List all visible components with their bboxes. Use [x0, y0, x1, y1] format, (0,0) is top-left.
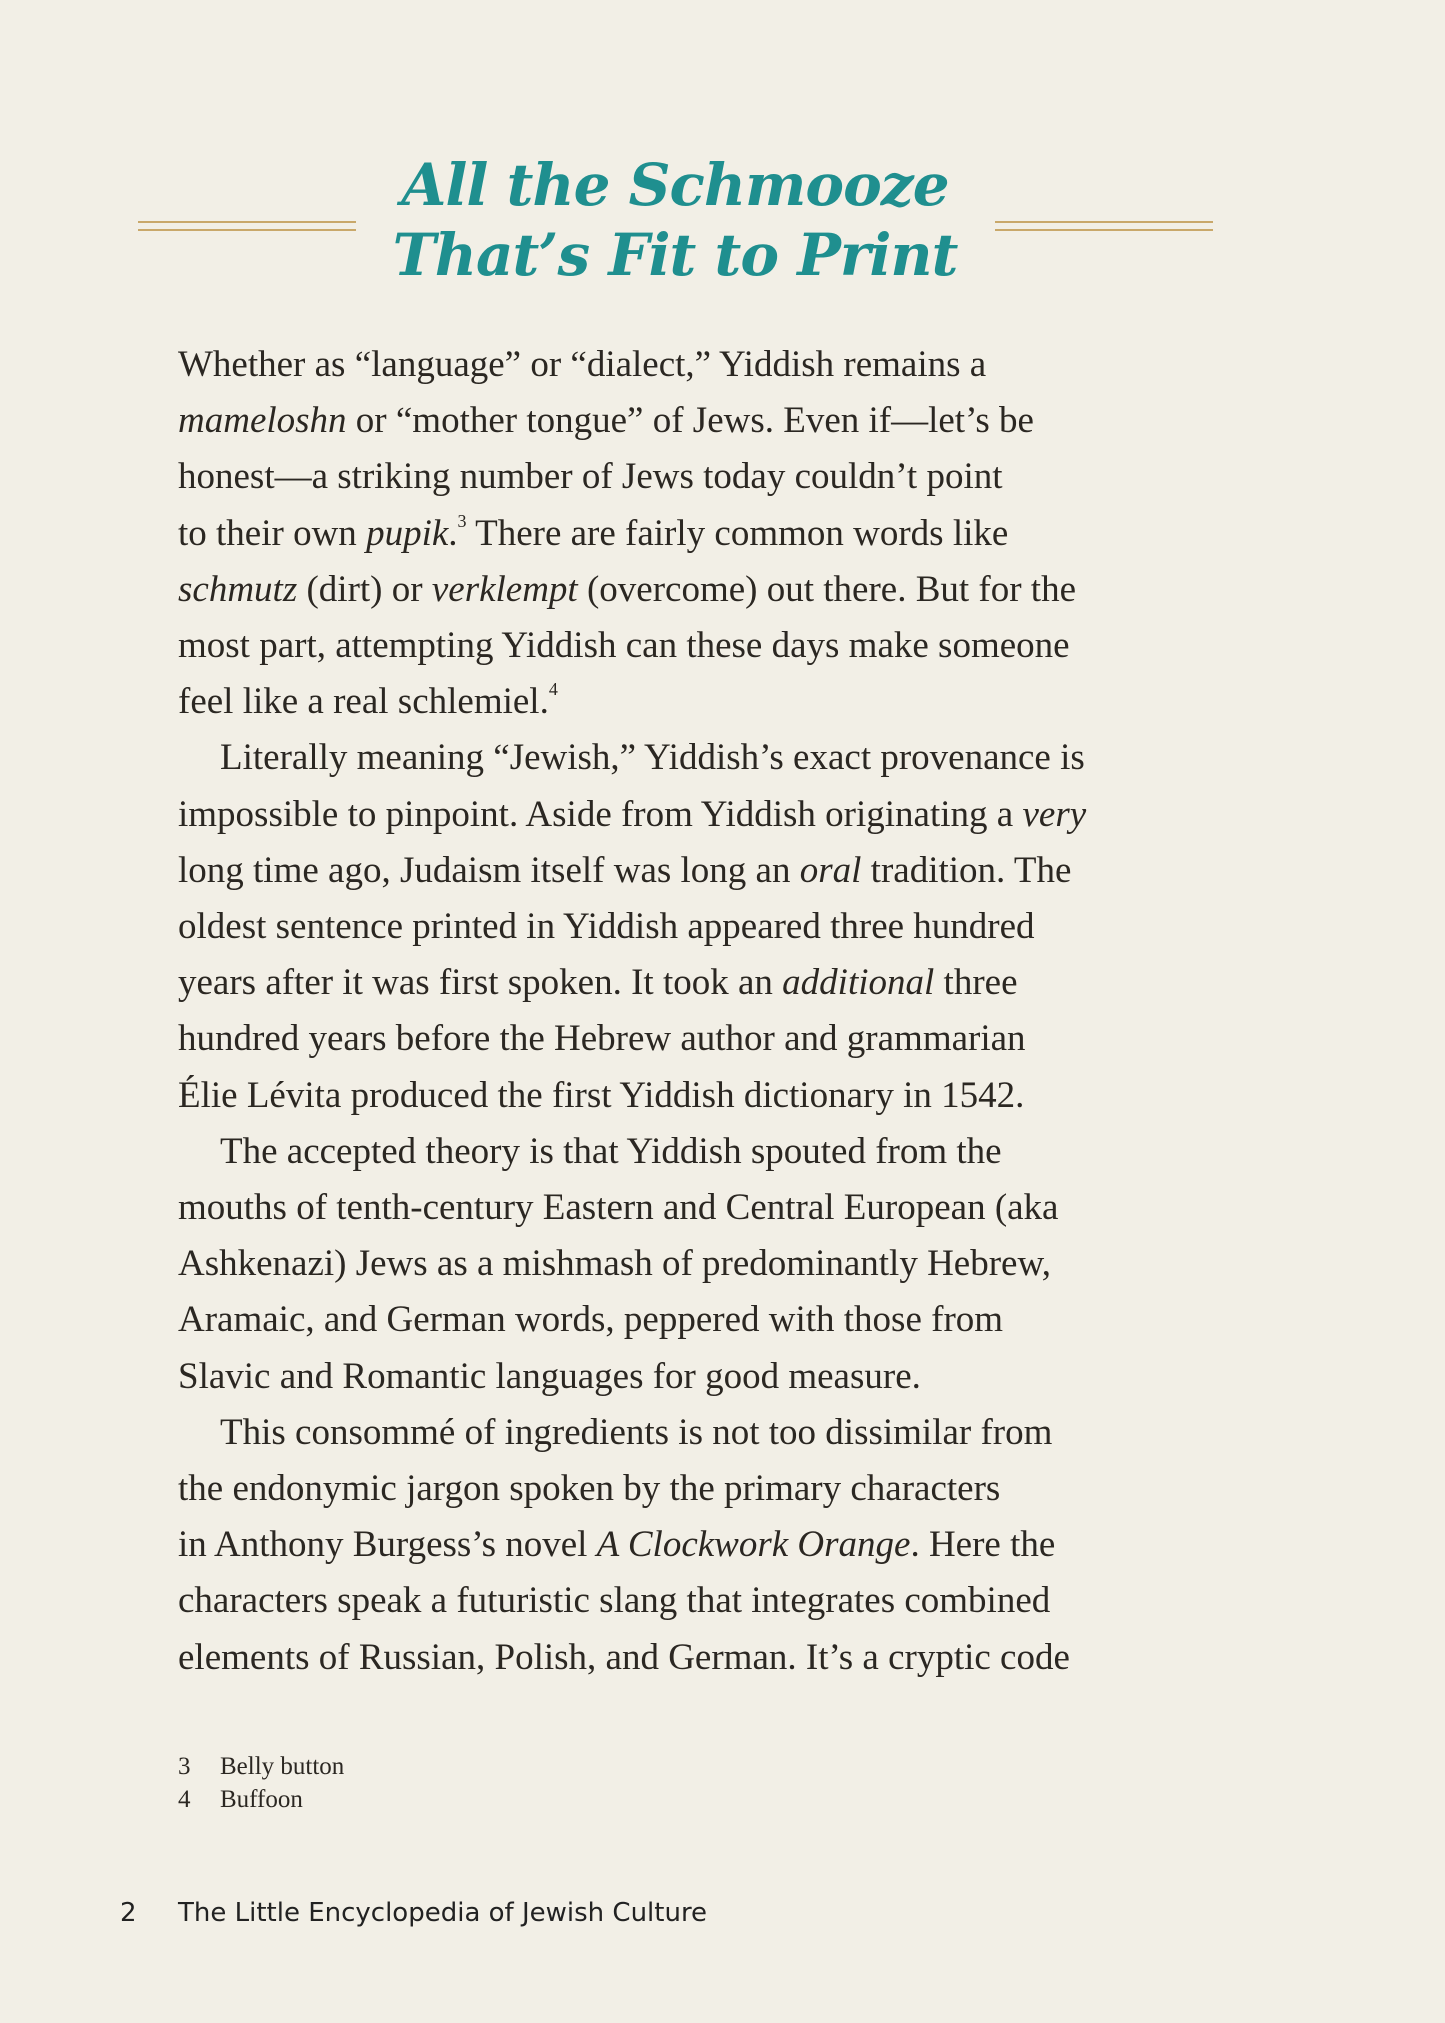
chapter-title-line-2: That’s Fit to Print — [392, 221, 958, 289]
text-line — [178, 674, 1178, 730]
body-text — [178, 337, 1178, 1686]
footnote-number: 3 — [178, 1753, 191, 1780]
text-run: elements of Russian, Polish, and German. It’s a cryptic code — [178, 1636, 1070, 1678]
italic-term: pupik — [366, 512, 449, 554]
footnote-number: 4 — [178, 1786, 191, 1813]
footnote-4 — [178, 1783, 344, 1816]
footnote-3 — [178, 1750, 344, 1783]
page-number: 2 — [120, 1898, 137, 1928]
italic-term: schmutz — [178, 568, 298, 610]
text-line — [178, 506, 1178, 562]
heading-rule-left — [138, 221, 356, 231]
text-run: or “mother tongue” of Jews. Even if—let’s be — [346, 400, 1034, 442]
chapter-heading — [0, 150, 1445, 310]
text-run: years after it was first spoken. It took an — [178, 962, 783, 1004]
text-line — [178, 1124, 1178, 1180]
paragraph-2 — [178, 730, 1178, 1123]
text-line — [178, 562, 1178, 618]
text-run: hundred years before the Hebrew author and grammarian — [178, 1018, 1026, 1060]
text-line — [178, 1180, 1178, 1236]
text-run: most part, attempting Yiddish can these days make someone — [178, 625, 1070, 667]
footnote-text: Buffoon — [220, 1786, 303, 1813]
page-footer — [120, 1898, 707, 1928]
heading-rule-right — [995, 221, 1213, 231]
footnote-ref-4: 4 — [548, 679, 558, 700]
text-line — [178, 1292, 1178, 1348]
text-run: oldest sentence printed in Yiddish appeared three hundred — [178, 906, 1035, 948]
text-run: characters speak a futuristic slang that integrates combined — [178, 1580, 1051, 1622]
chapter-title — [370, 150, 980, 290]
text-run: Aramaic, and German words, peppered with those from — [178, 1299, 1004, 1341]
text-run: The accepted theory is that Yiddish spouted from the — [220, 1130, 1002, 1172]
text-run: Slavic and Romantic languages for good measure. — [178, 1355, 921, 1397]
italic-book-title: A Clockwork Orange — [596, 1524, 911, 1566]
italic-term: very — [1022, 793, 1087, 835]
chapter-title-line-1: All the Schmooze — [401, 151, 949, 219]
text-line — [178, 1236, 1178, 1292]
text-line — [178, 1068, 1178, 1124]
footnote-text: Belly button — [220, 1753, 345, 1780]
text-line — [178, 1405, 1178, 1461]
text-run: . — [448, 512, 458, 554]
footnotes — [178, 1750, 344, 1816]
text-run: the endonymic jargon spoken by the primary characters — [178, 1468, 1001, 1510]
text-run: Ashkenazi) Jews as a mishmash of predominantly Hebrew, — [178, 1243, 1052, 1285]
text-run: long time ago, Judaism itself was long an — [178, 849, 800, 891]
text-line — [178, 1349, 1178, 1405]
text-run: Literally meaning “Jewish,” Yiddish’s exact provenance is — [220, 737, 1085, 779]
text-run: feel like a real schlemiel. — [178, 681, 549, 723]
text-run: impossible to pinpoint. Aside from Yiddish originating a — [178, 793, 1023, 835]
italic-term: verklempt — [431, 568, 578, 610]
text-line — [178, 1011, 1178, 1067]
text-run: tradition. The — [861, 849, 1072, 891]
text-run: mouths of tenth-century Eastern and Central European (aka — [178, 1187, 1059, 1229]
text-line — [178, 337, 1178, 393]
text-run: (dirt) or — [297, 568, 432, 610]
text-run: (overcome) out there. But for the — [577, 568, 1077, 610]
text-line — [178, 787, 1178, 843]
text-run: honest—a striking number of Jews today couldn’t point — [178, 456, 1003, 498]
italic-term: mameloshn — [178, 400, 347, 442]
text-line — [178, 730, 1178, 786]
text-run: three — [934, 962, 1018, 1004]
italic-term: additional — [782, 962, 935, 1004]
italic-term: oral — [799, 849, 862, 891]
text-run: Whether as “language” or “dialect,” Yiddish remains a — [178, 344, 987, 385]
text-line — [178, 955, 1178, 1011]
text-line — [178, 1517, 1178, 1573]
text-run: in Anthony Burgess’s novel — [178, 1524, 597, 1566]
text-line — [178, 843, 1178, 899]
paragraph-1 — [178, 337, 1178, 730]
text-line — [178, 899, 1178, 955]
text-run: . Here the — [910, 1524, 1056, 1566]
paragraph-4 — [178, 1405, 1178, 1686]
text-run: This consommé of ingredients is not too dissimilar from — [220, 1411, 1053, 1453]
text-line — [178, 449, 1178, 505]
running-title: The Little Encyclopedia of Jewish Culture — [178, 1898, 708, 1928]
text-run: There are fairly common words like — [466, 512, 1009, 554]
text-run: Élie Lévita produced the first Yiddish dictionary in 1542. — [178, 1074, 1025, 1116]
footnote-ref-3: 3 — [457, 510, 467, 531]
text-line — [178, 393, 1178, 449]
text-line — [178, 618, 1178, 674]
text-line — [178, 1630, 1178, 1686]
text-run: to their own — [178, 512, 367, 554]
text-line — [178, 1573, 1178, 1629]
text-line — [178, 1461, 1178, 1517]
paragraph-3 — [178, 1124, 1178, 1405]
